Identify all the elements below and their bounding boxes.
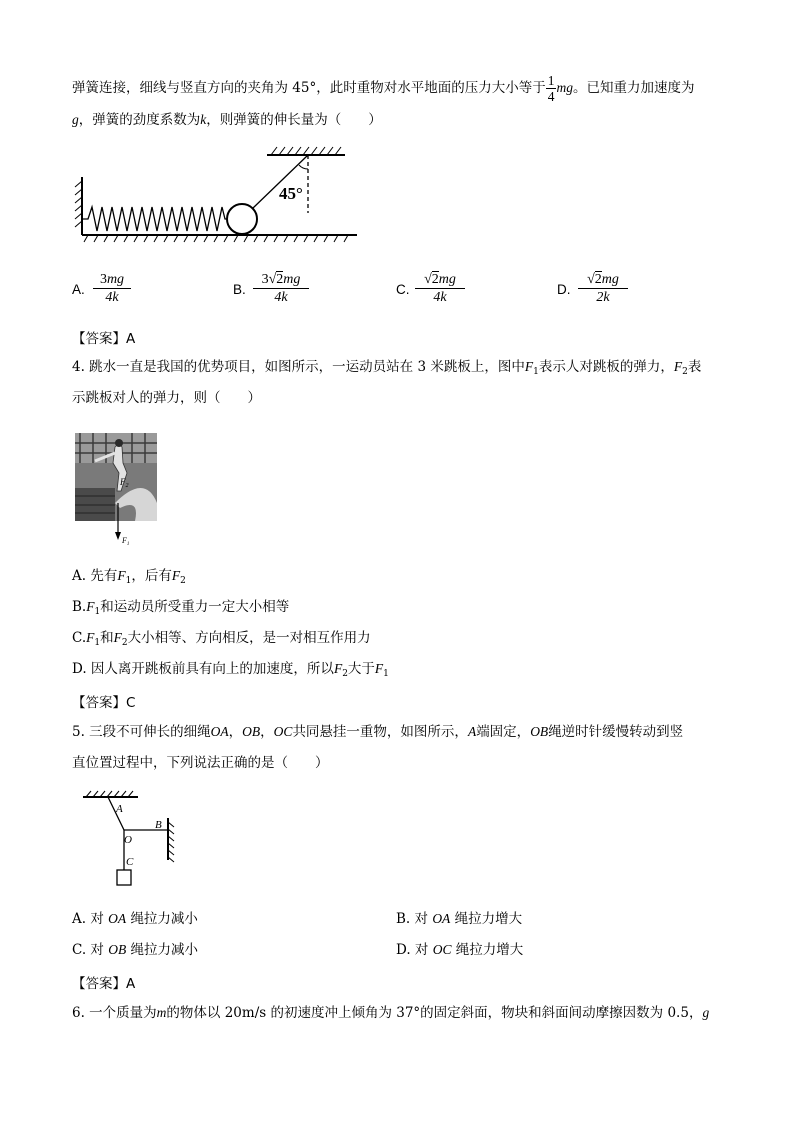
f1: F <box>374 661 384 676</box>
q5-option-a[interactable] <box>72 910 198 928</box>
f1-sub: 1 <box>383 669 389 679</box>
q3-line-1 <box>72 73 694 104</box>
q3-fraction <box>546 73 557 104</box>
q3-option-c-letter[interactable]: C. <box>396 282 410 297</box>
f1-sub: 1 <box>533 367 539 377</box>
sqrt-arg: 2 <box>594 272 602 287</box>
f2-sub: 2 <box>342 669 348 679</box>
frac-num <box>93 271 131 289</box>
f1-sub: 1 <box>94 638 101 648</box>
answer-label: 【答案】 <box>72 695 126 711</box>
opt-text: D. 因人离开跳板前具有向上的加速度，所以 <box>72 661 334 677</box>
f2-sub: 2 <box>121 638 128 648</box>
ob: OB <box>242 724 261 739</box>
q3-answer <box>72 327 135 347</box>
q3-option-b-fraction[interactable] <box>253 271 309 307</box>
q5-text-d: 绳逆时针缓慢转动到竖 <box>548 724 684 740</box>
oa: OA <box>210 724 229 739</box>
q4-line-2: 示跳板对人的弹力，则（ ） <box>72 390 261 406</box>
frac-den: 2k <box>596 290 610 305</box>
f1: F <box>117 568 126 583</box>
q4-option-a[interactable] <box>72 567 186 590</box>
opt-text-c: 大小相等、方向相反，是一对相互作用力 <box>127 630 371 646</box>
q4-option-b[interactable] <box>72 598 289 621</box>
f2: F <box>171 568 181 583</box>
num-post: mg <box>601 272 619 287</box>
ob: OB <box>108 942 127 957</box>
opt-text: B. <box>72 599 87 615</box>
sqrt-arg: 2 <box>276 272 284 287</box>
q3-mg: mg <box>556 80 573 95</box>
answer-label: 【答案】 <box>72 331 126 347</box>
num-pre: 3 <box>261 272 269 287</box>
opt-text-b: 大于 <box>347 661 375 677</box>
f2-sub: 2 <box>682 367 688 377</box>
answer-value: A <box>126 976 136 992</box>
arrow-f1-label: $F_1$ <box>122 536 130 547</box>
num-post: mg <box>283 272 301 287</box>
answer-value: C <box>126 695 136 711</box>
label-c: C <box>126 856 134 868</box>
q5-option-b[interactable] <box>396 910 522 928</box>
q5-line-1: 5. 三段不可伸长的细绳OA，OB，OC共同悬挂一重物，如图所示，A端固定，OB绳逆时针缓慢转动到竖 <box>72 724 684 740</box>
opt-text: A. 先有 <box>72 568 118 584</box>
num-post: mg <box>106 272 125 287</box>
q3-text: 弹簧连接，细线与竖直方向的夹角为 45°，此时重物对水平地面的压力大小等于 <box>72 80 546 96</box>
q5-line-2: 直位置过程中，下列说法正确的是（ ） <box>72 755 329 771</box>
label-a: A <box>116 803 123 815</box>
f2: F <box>673 359 683 374</box>
q5-option-d[interactable] <box>396 941 523 959</box>
frac-num <box>253 271 309 289</box>
q3-option-a-fraction[interactable] <box>93 271 131 307</box>
g: g <box>702 1005 710 1020</box>
answer-value: A <box>126 331 136 347</box>
answer-label: 【答案】 <box>72 976 126 992</box>
oa: OA <box>432 911 451 926</box>
q3-text-c: ，弹簧的劲度系数为 <box>78 112 201 128</box>
opt-text-b: 和 <box>100 630 114 646</box>
frac-num <box>415 271 465 289</box>
f1: F <box>86 630 95 645</box>
q3-k: k <box>200 112 207 127</box>
m: m <box>156 1005 167 1020</box>
q3-option-d-letter[interactable]: D. <box>557 282 571 297</box>
frac-num: 1 <box>547 73 555 88</box>
angle-label: 45° <box>279 184 303 203</box>
num-pre: 3 <box>99 272 107 287</box>
opt-text: D. 对 <box>396 942 429 958</box>
q3-text-d: ，则弹簧的伸长量为（ ） <box>206 112 382 128</box>
sqrt-sign: √ <box>587 272 595 287</box>
q3-g: g <box>72 112 79 127</box>
q3-option-a-letter[interactable]: A. <box>72 282 85 297</box>
q5-text-c: 端固定， <box>476 724 531 740</box>
f1-sub: 1 <box>125 576 132 586</box>
opt-text-b: 绳拉力增大 <box>455 942 524 958</box>
opt-text-b: 绳拉力减小 <box>130 942 199 958</box>
f1: F <box>86 599 95 614</box>
q3-option-c-fraction[interactable] <box>415 271 465 307</box>
oa: OA <box>108 911 127 926</box>
frac-den: 4k <box>105 290 119 305</box>
q3-option-b-letter[interactable]: B. <box>233 282 246 297</box>
q5-answer <box>72 972 135 992</box>
f2: F <box>113 630 122 645</box>
q6-text: 6. 一个质量为 <box>72 1005 157 1021</box>
q5-text-b: 共同悬挂一重物，如图所示， <box>292 724 468 740</box>
q4-text-c: 表 <box>687 359 702 375</box>
sqrt-sign: √ <box>268 272 277 287</box>
f2-sub: 2 <box>180 576 186 586</box>
q4-answer <box>72 691 135 711</box>
q4-text: 4. 跳水一直是我国的优势项目，如图所示，一运动员站在 3 米跳板上，图中 <box>72 359 525 375</box>
opt-text: A. 对 <box>72 911 104 927</box>
q4-text-b: 表示人对跳板的弹力， <box>538 359 674 375</box>
label-b: B <box>155 819 162 831</box>
opt-text: C. 对 <box>72 942 104 958</box>
q4-option-c[interactable] <box>72 629 371 652</box>
opt-text-b: ，后有 <box>131 568 172 584</box>
q6-line-1 <box>72 1004 709 1022</box>
label-o: O <box>124 834 132 846</box>
q5-option-c[interactable] <box>72 941 198 959</box>
sqrt-arg: 2 <box>431 272 439 287</box>
a: A <box>467 724 477 739</box>
oc: OC <box>273 724 293 739</box>
num-post: mg <box>438 272 456 287</box>
q3-line-2 <box>72 111 382 129</box>
q3-text-b: 。已知重力加速度为 <box>572 80 695 96</box>
oc: OC <box>432 942 452 957</box>
diver-photo <box>75 433 160 548</box>
spring-ball-figure <box>72 143 362 243</box>
q5-text: 5. 三段不可伸长的细绳 <box>72 724 211 740</box>
q6-text-b: 的物体以 20m/s 的初速度冲上倾角为 37°的固定斜面，物块和斜面间动摩擦因数为 0.5， <box>166 1005 703 1021</box>
q4-option-d[interactable] <box>72 660 389 683</box>
sqrt-sign: √ <box>424 272 432 287</box>
opt-text-b: 绳拉力减小 <box>130 911 198 927</box>
f1: F <box>524 359 534 374</box>
f1-sub: 1 <box>94 607 101 617</box>
rope-figure <box>78 790 188 890</box>
opt-text-b: 绳拉力增大 <box>454 911 523 927</box>
ob: OB <box>530 724 549 739</box>
f2: F <box>333 661 343 676</box>
frac-den: 4 <box>547 89 555 104</box>
q3-option-d-fraction[interactable] <box>578 271 628 307</box>
opt-text-b: 和运动员所受重力一定大小相等 <box>100 599 290 615</box>
frac-den: 4k <box>274 290 288 305</box>
photo-f2-label: $F_2$ <box>120 477 129 489</box>
q4-line-1 <box>72 358 701 381</box>
frac-den: 4k <box>433 290 447 305</box>
frac-num <box>578 271 628 289</box>
opt-text: C. <box>72 630 87 646</box>
opt-text: B. 对 <box>396 911 429 927</box>
